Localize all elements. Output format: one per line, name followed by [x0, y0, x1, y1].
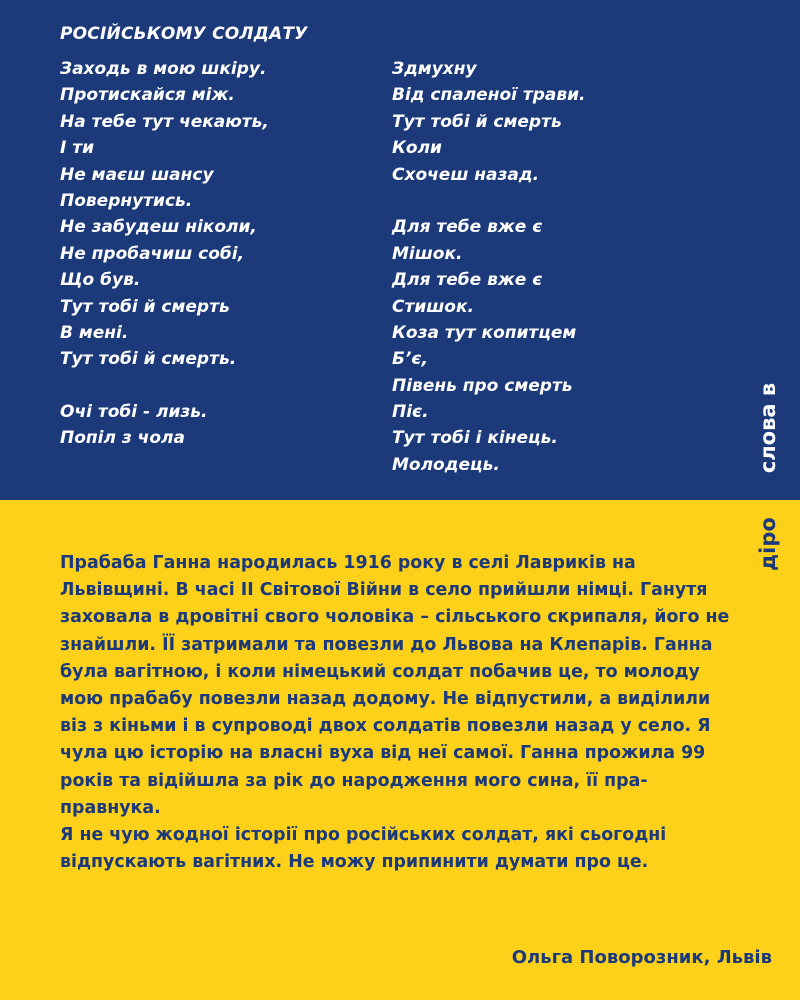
poem-line: Здмухну	[392, 59, 477, 79]
story-paragraph: Я не чую жодної історії про російських солдат, які сьогодні відпускають вагітних. Не можу припинити думати про це.	[60, 825, 667, 873]
brand-wordmark	[746, 374, 790, 584]
poem-line: Піє.	[392, 402, 429, 423]
poem-line: Схочеш назад.	[392, 164, 540, 185]
poem-line: Протискайся між.	[60, 85, 235, 106]
story-paragraph: Прабаба Ганна народилась 1916 року в селі Лавриків на Львівщині. В часі ІІ Світової Війни в село прийшли німці. Ганутя заховала в дровітні свого чоловіка – сільського скрипаля, його не знайшли. ЇЇ затримали та повезли до Львова на Клепарів. Ганна була вагітною, і коли німецький солдат побачив це, то молоду мою прабабу повезли назад додому. Не відпустили, а виділили віз з кіньми і в супроводі двох солдатів повезли назад у село. Я чула цю історію на власні вуха від неї самої. Ганна прожила 99 років та відійшла за рік до народження мого сина, її пра-правнука.	[60, 553, 730, 818]
poem-line: Попіл з чола	[60, 428, 185, 449]
poem-line: Що був.	[60, 270, 141, 291]
poem-line: На тебе тут чекають,	[60, 111, 269, 132]
poem-line: Півень про смерть	[392, 375, 573, 396]
poem-line: Мішок.	[392, 243, 463, 264]
poem-line: Не пробачиш собі,	[60, 243, 245, 264]
yellow-panel	[0, 500, 800, 1000]
poem-line: Не маєш шансу	[60, 164, 214, 185]
poem-title: РОСІЙСЬКОМУ СОЛДАТУ	[60, 24, 308, 44]
poem-line: Заходь в мою шкіру.	[60, 59, 267, 79]
brand-logo	[746, 374, 790, 584]
poem-line: Коли	[392, 138, 442, 159]
poem-line: Тут тобі й смерть	[392, 111, 562, 132]
poem-line: Стишок.	[392, 296, 474, 317]
poem-line	[60, 373, 269, 399]
poem-line: Від спаленої трави.	[392, 85, 586, 106]
author-signature: Ольга Поворозник, Львів	[511, 947, 772, 968]
poem-line: Коза тут копитцем	[392, 322, 577, 343]
poem-line: В мені.	[60, 322, 129, 343]
poem-line: Тут тобі й смерть	[60, 296, 230, 317]
poem-line: Для тебе вже є	[392, 270, 543, 291]
poem-line: Тут тобі і кінець.	[392, 428, 558, 449]
poem-left-column	[60, 56, 269, 452]
poem-line: Для тебе вже є	[392, 217, 543, 238]
poem-line: Тут тобі й смерть.	[60, 349, 237, 370]
poem-line: Молодець.	[392, 454, 500, 475]
poem-line: Очі тобі - лизь.	[60, 402, 208, 423]
poem-line	[392, 188, 586, 214]
poem-right-column	[392, 56, 586, 478]
poem-line: Повернутись.	[60, 190, 193, 211]
poem-line: І ти	[60, 138, 95, 159]
brand-word-2: діро	[756, 517, 780, 571]
brand-word-1: слова в	[756, 382, 780, 474]
poem-line: Не забудеш ніколи,	[60, 217, 257, 238]
poem-line: Б’є,	[392, 349, 428, 370]
story-text	[60, 550, 740, 876]
